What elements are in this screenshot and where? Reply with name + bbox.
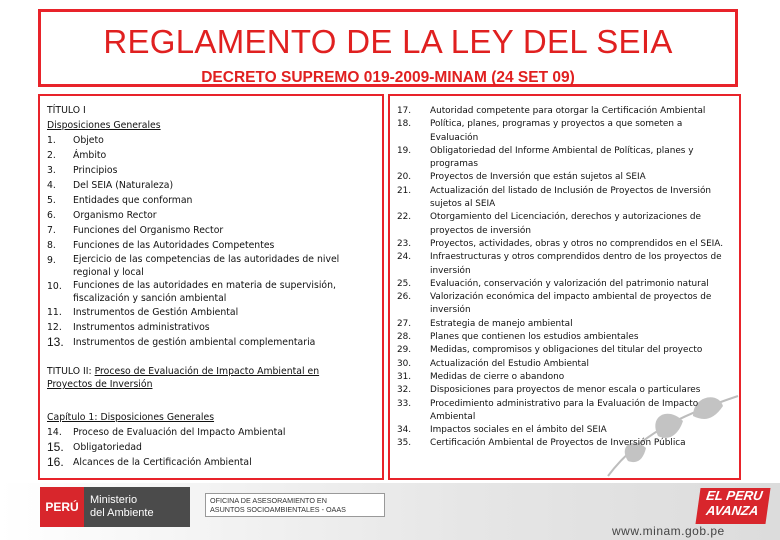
list-item: 31. Medidas de cierre o abandono bbox=[397, 371, 565, 382]
title-box bbox=[38, 9, 738, 87]
list-item: 19. Obligatoriedad del Informe Ambiental de Políticas, planes y programas bbox=[397, 145, 694, 170]
list-item: 8. Funciones de las Autoridades Competentes bbox=[47, 240, 275, 251]
oaas-label: OFICINA DE ASESORAMIENTO EN ASUNTOS SOCIOAMBIENTALES - OAAS bbox=[205, 493, 385, 517]
list-item: 28. Planes que contienen los estudios ambientales bbox=[397, 332, 639, 343]
list-item: 17. Autoridad competente para otorgar la Certificación Ambiental bbox=[397, 106, 706, 116]
list-item: 6. Organismo Rector bbox=[47, 210, 157, 221]
list-item: 27. Estrategia de manejo ambiental bbox=[397, 318, 573, 329]
list-item: 9. Ejercicio de las competencias de las autoridades de nivel regional y local bbox=[47, 254, 340, 278]
list-item: 24. Infraestructuras y otros comprendidos dentro de los proyectos de inversión bbox=[397, 252, 722, 276]
list-item: 29. Medidas, compromisos y obligaciones del titular del proyecto bbox=[397, 345, 703, 356]
list-item: 1. Objeto bbox=[47, 135, 104, 146]
list-item: 32. Disposiciones para proyectos de menor escala o particulares bbox=[397, 385, 701, 396]
list-item: 4. Del SEIA (Naturaleza) bbox=[47, 180, 174, 191]
left-content bbox=[47, 103, 377, 470]
titulo-i: TÍTULO I bbox=[47, 105, 86, 116]
list-item: 25. Evaluación, conservación y valorización del patrimonio natural bbox=[397, 278, 709, 289]
list-item: 12. Instrumentos administrativos bbox=[47, 322, 210, 333]
list-item: 5. Entidades que conforman bbox=[47, 195, 193, 206]
list-item: 10. Funciones de las autoridades en materia de supervisión, fiscalización y sanción ambiental bbox=[47, 280, 336, 304]
ministerio-label: Ministerio del Ambiente bbox=[84, 487, 190, 527]
list-item: 3. Principios bbox=[47, 165, 118, 176]
list-item: 34. Impactos sociales en el ámbito del SEIA bbox=[397, 425, 607, 436]
list-item: 14. Proceso de Evaluación del Impacto Ambiental bbox=[47, 427, 286, 438]
leaf-decoration-icon bbox=[598, 376, 748, 486]
list-item: 22. Otorgamiento del Licenciación, derechos y autorizaciones de proyectos de inversión bbox=[397, 212, 702, 236]
list-item: 15. Obligatoriedad bbox=[47, 440, 142, 454]
titulo-i-subtitle: Disposiciones Generales bbox=[47, 120, 161, 131]
list-item: 13. Instrumentos de gestión ambiental complementaria bbox=[47, 335, 316, 349]
el-peru-avanza-logo: EL PERU AVANZA bbox=[695, 488, 770, 524]
list-item: 21. Actualización del listado de Inclusión de Proyectos de Inversión sujetos al SEIA bbox=[397, 185, 712, 210]
list-item: 11. Instrumentos de Gestión Ambiental bbox=[47, 307, 239, 318]
list-item: 7. Funciones del Organismo Rector bbox=[47, 225, 224, 236]
list-item: 33. Procedimiento administrativo para la Evaluación de Impacto Ambiental bbox=[397, 398, 699, 422]
list-item: 20. Proyectos de Inversión que están sujetos al SEIA bbox=[397, 172, 646, 183]
page-subtitle: DECRETO SUPREMO 019-2009-MINAM (24 SET 09) bbox=[201, 69, 575, 86]
website-url: www.minam.gob.pe bbox=[612, 524, 725, 538]
list-item: 30. Actualización del Estudio Ambiental bbox=[397, 358, 589, 369]
page-title: REGLAMENTO DE LA LEY DEL SEIA bbox=[103, 23, 673, 60]
capitulo-1: Capítulo 1: Disposiciones Generales bbox=[47, 412, 215, 423]
list-item: 35. Certificación Ambiental de Proyectos de Inversión Pública bbox=[397, 438, 686, 449]
list-item: 26. Valorización económica del impacto ambiental de proyectos de inversión bbox=[397, 292, 712, 316]
peru-label: PERÚ bbox=[40, 487, 84, 527]
list-item: 2. Ámbito bbox=[47, 150, 107, 161]
list-item: 23. Proyectos, actividades, obras y otros no comprendidos en el SEIA. bbox=[397, 238, 724, 249]
list-item: 16. Alcances de la Certificación Ambiental bbox=[47, 455, 252, 469]
ministerio-logo bbox=[40, 487, 190, 527]
list-item: 18. Política, planes, programas y proyectos a que someten a Evaluación bbox=[397, 119, 683, 143]
titulo-ii: TITULO II: Proceso de Evaluación de Impacto Ambiental en Proyectos de Inversión bbox=[47, 366, 320, 390]
